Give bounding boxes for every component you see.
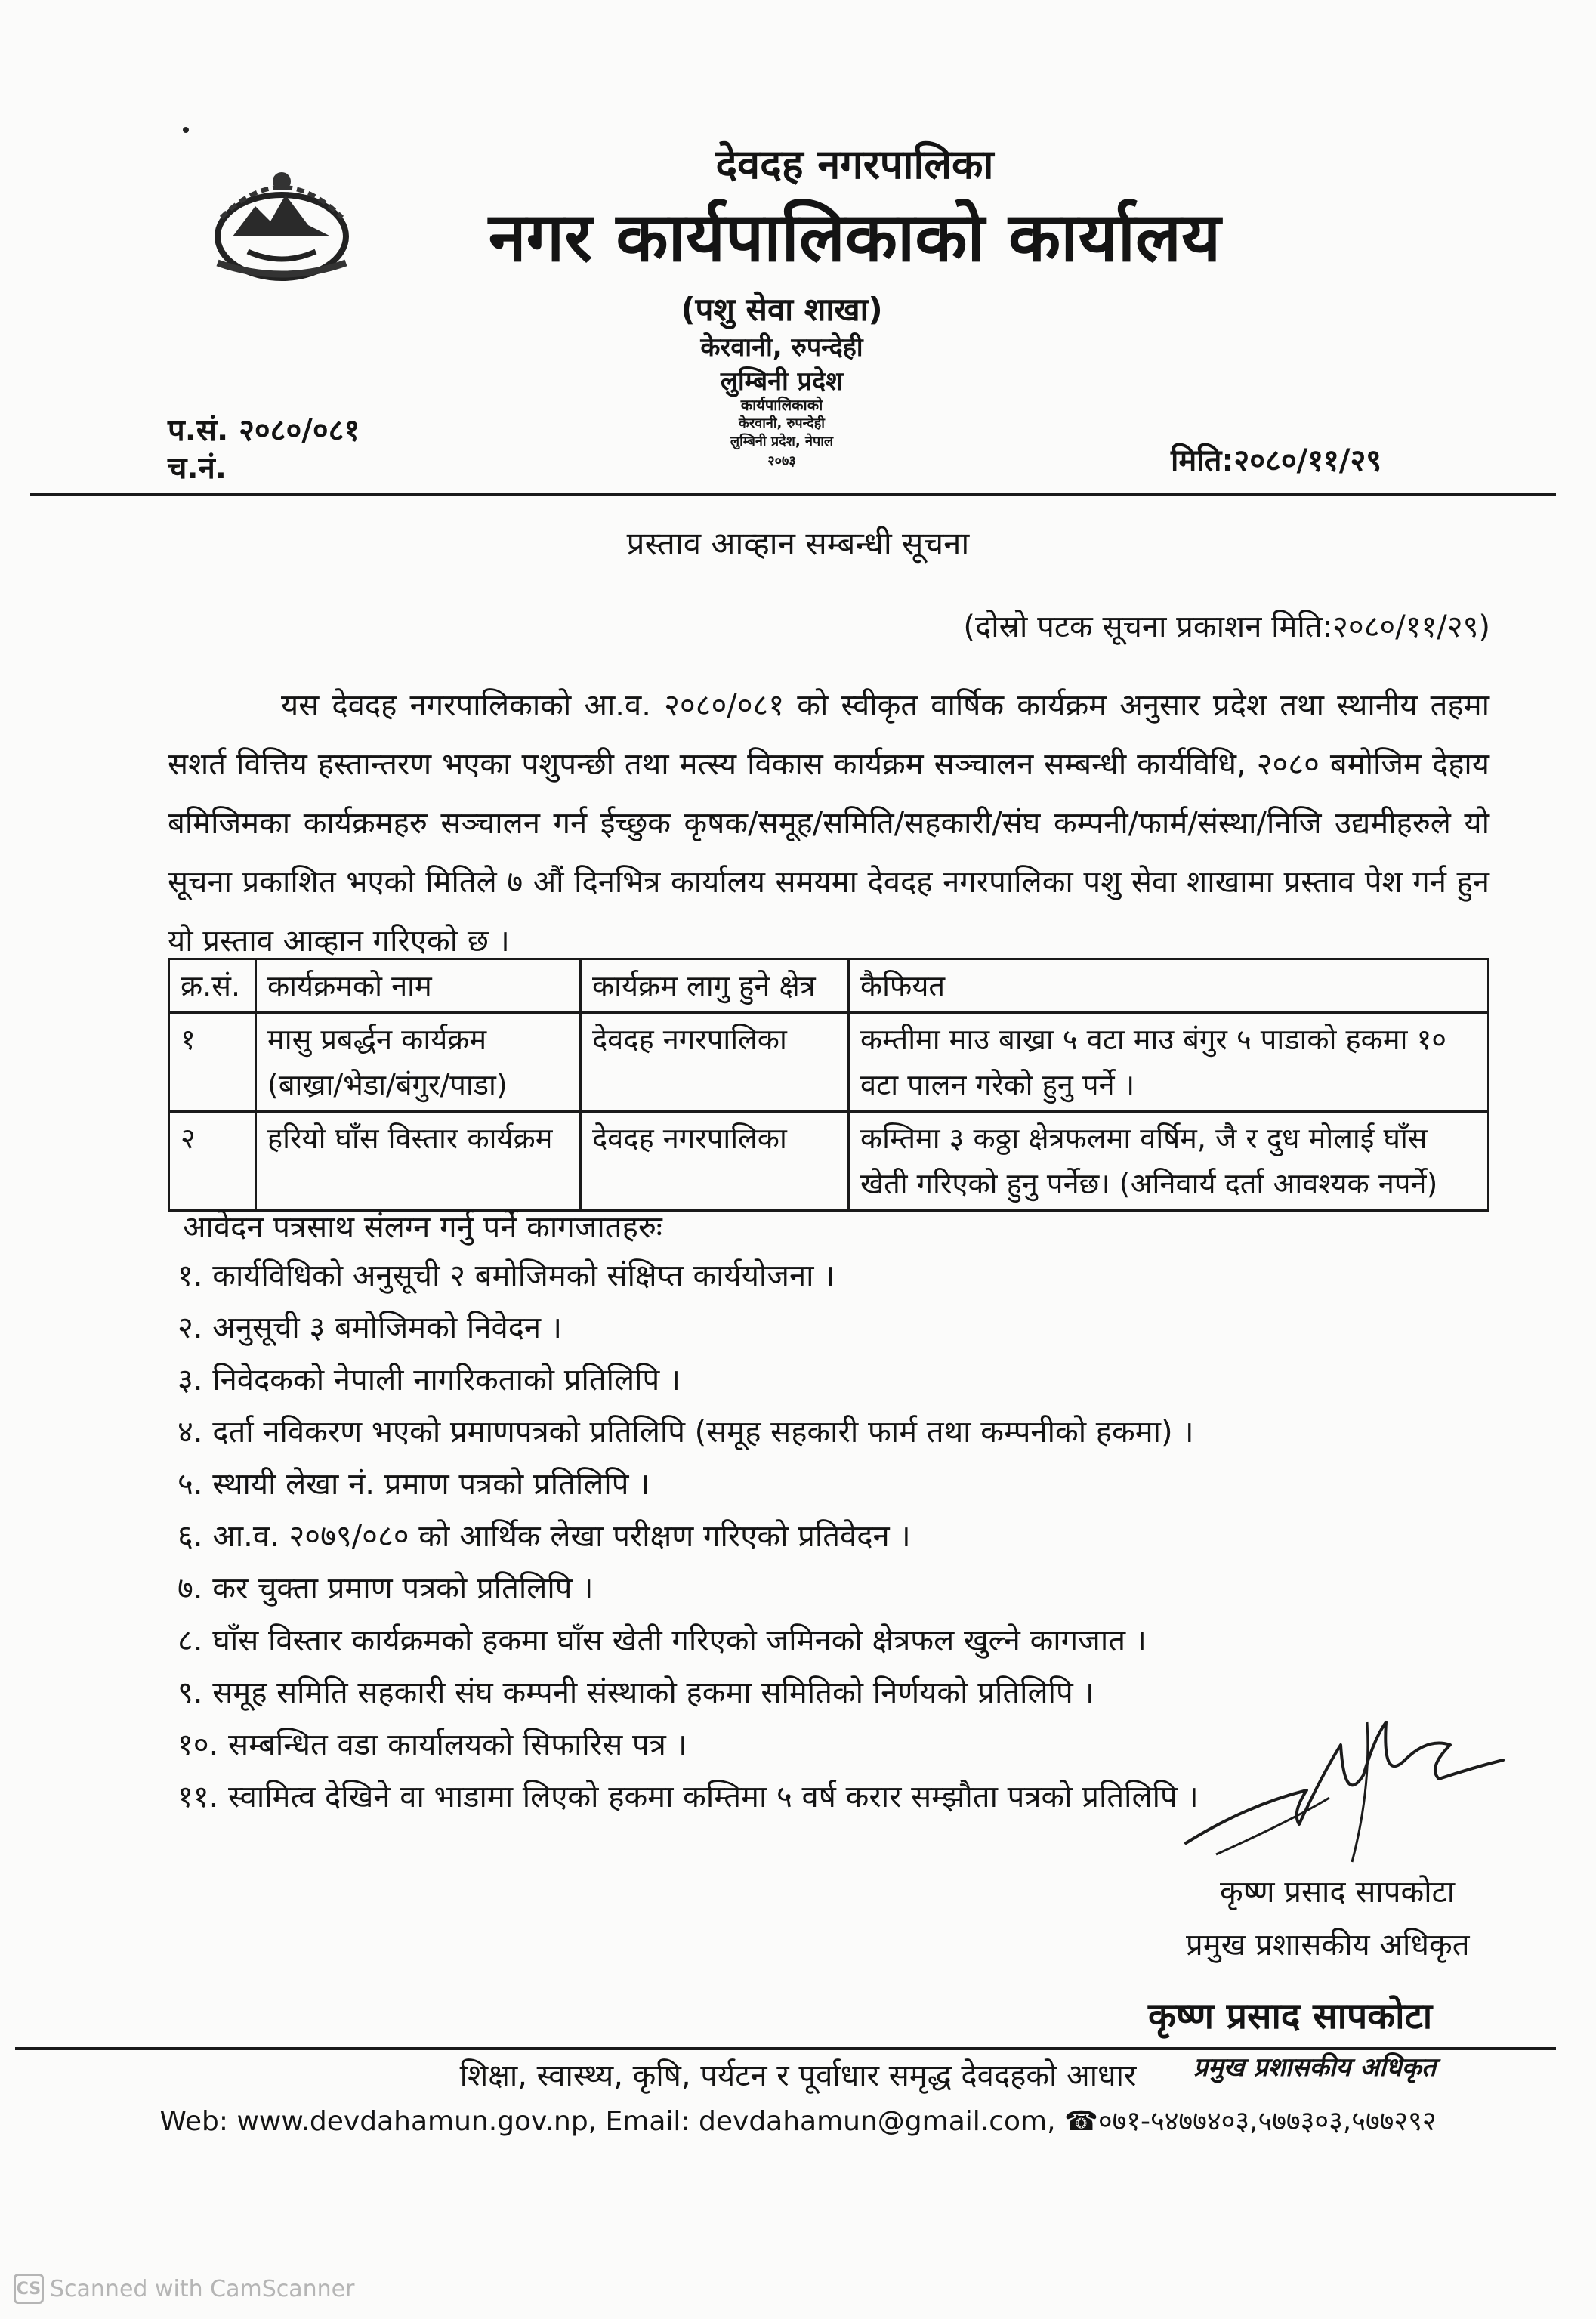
cell-remarks: कम्तीमा माउ बाख्रा ५ वटा माउ बंगुर ५ पाडाको हकमा १० वटा पालन गरेको हुनु पर्ने । [849, 1013, 1489, 1112]
letter-number: प.सं. २०८०/०८१ [168, 413, 360, 448]
cell-program-name: हरियो घाँस विस्तार कार्यक्रम [256, 1112, 581, 1211]
footer-contact: Web: www.devdahamun.gov.np, Email: devdahamun@gmail.com, ☎०७१-५४७७४०३,५७७३०३,५७७२९२ [159, 2106, 1437, 2137]
stamp-line-4: कार्यपालिकाको [740, 396, 823, 414]
notice-body [168, 676, 1489, 971]
cell-area: देवदह नगरपालिका [581, 1013, 849, 1112]
stamp-line-2: केरवानी, रुपन्देही [700, 332, 863, 363]
stamp-line-5: केरवानी, रुपन्देही [739, 415, 825, 431]
signatory-title-stamp: प्रमुख प्रशासकीय अधिकृत [1193, 2052, 1437, 2083]
cell-area: देवदह नगरपालिका [581, 1112, 849, 1211]
municipality-name: देवदह नगरपालिका [715, 140, 994, 188]
signatory-name-stamp: कृष्ण प्रसाद सापकोटा [1148, 1995, 1433, 2037]
list-item: २. अनुसूची ३ बमोजिमको निवेदन । [178, 1311, 563, 1345]
letter-date: मिति:२०८०/११/२९ [1171, 443, 1382, 478]
stray-dot [183, 127, 189, 133]
list-item: १. कार्यविधिको अनुसूची २ बमोजिमको संक्षिप्त कार्ययोजना । [178, 1258, 835, 1293]
cell-sn: २ [169, 1112, 256, 1211]
table-header-row [169, 959, 1489, 1013]
notice-title: प्रस्ताव आव्हान सम्बन्धी सूचना [626, 525, 970, 562]
notice-paragraph: यस देवदह नगरपालिकाको आ.व. २०८०/०८१ को स्वीकृत वार्षिक कार्यक्रम अनुसार प्रदेश तथा स्थानीय तहमा सशर्त वित्तिय हस्तान्तरण भएका पशुपन्छी तथा मत्स्य विकास कार्यक्रम सञ्चालन सम्बन्धी कार्यविधि, २०८० बमोजिम देहाय बमिजिमका कार्यक्रमहरु सञ्चालन गर्न ईच्छुक कृषक/समूह/समिति/सहकारी/संघ कम्पनी/फार्म/संस्था/निजि उद्यमीहरुले यो सूचना प्रकाशित भएको मितिले ७ औं दिनभित्र कार्यालय समयमा देवदह नगरपालिका पशु सेवा शाखामा प्रस्ताव पेश गर्न हुन यो प्रस्ताव आव्हान गरिएको छ । [168, 688, 1489, 959]
dispatch-number: च.नं. [168, 451, 227, 486]
camscanner-watermark [14, 2274, 354, 2304]
list-item: ४. दर्ता नविकरण भएको प्रमाणपत्रको प्रतिलिपि (समूह सहकारी फार्म तथा कम्पनीको हकमा) । [178, 1415, 1194, 1450]
cell-remarks: कम्तिमा ३ कठ्ठा क्षेत्रफलमा वर्षिम, जै र दुध मोलाई घाँस खेती गरिएको हुनु पर्नेछ। (अनिवार्य दर्ता आवश्यक नपर्ने) [849, 1112, 1489, 1211]
watermark-text: Scanned with CamScanner [50, 2275, 355, 2302]
list-item: ७. कर चुक्ता प्रमाण पत्रको प्रतिलिपि । [178, 1571, 594, 1606]
header-area: कार्यक्रम लागु हुने क्षेत्र [581, 959, 849, 1013]
cell-sn: १ [169, 1013, 256, 1112]
stamp-line-7: २०७३ [767, 453, 796, 469]
list-item: १०. सम्बन्धित वडा कार्यालयको सिफारिस पत्र । [178, 1728, 687, 1762]
table-row [169, 1013, 1489, 1112]
stamp-line-6: लुम्बिनी प्रदेश, नेपाल [730, 434, 834, 449]
stamp-line-1: (पशु सेवा शाखा) [681, 291, 883, 328]
program-table [168, 958, 1489, 1212]
list-item: ६. आ.व. २०७९/०८० को आर्थिक लेखा परीक्षण गरिएको प्रतिवेदन । [178, 1519, 911, 1554]
header-divider [30, 493, 1556, 496]
list-item: ३. निवेदकको नेपाली नागरिकताको प्रतिलिपि । [178, 1363, 681, 1397]
republish-date: (दोस्रो पटक सूचना प्रकाशन मिति:२०८०/११/२९) [963, 610, 1490, 644]
header-program-name: कार्यक्रमको नाम [256, 959, 581, 1013]
cell-program-name: मासु प्रबर्द्धन कार्यक्रम (बाख्रा/भेडा/बंगुर/पाडा) [256, 1013, 581, 1112]
list-item: ९. समूह समिति सहकारी संघ कम्पनी संस्थाको हकमा समितिको निर्णयको प्रतिलिपि । [178, 1675, 1094, 1710]
footer-slogan: शिक्षा, स्वास्थ्य, कृषि, पर्यटन र पूर्वाधार समृद्ध देवदहको आधार [459, 2058, 1137, 2093]
list-item: ५. स्थायी लेखा नं. प्रमाण पत्रको प्रतिलिपि । [178, 1467, 650, 1502]
office-stamp [657, 287, 906, 476]
list-item: ११. स्वामित्व देखिने वा भाडामा लिएको हकमा कम्तिमा ५ वर्ष करार सम्झौता पत्रको प्रतिलिपि । [178, 1780, 1199, 1814]
documents-list [178, 1250, 1199, 1823]
header-remarks: कैफियत [849, 959, 1489, 1013]
camscanner-logo-icon: CS [14, 2274, 44, 2304]
office-name: नगर कार्यपालिकाको कार्यालय [488, 198, 1221, 277]
signatory-name: कृष्ण प्रसाद सापकोटा [1220, 1875, 1456, 1910]
signatory-title: प्रमुख प्रशासकीय अधिकृत [1186, 1928, 1470, 1962]
signature-icon [1178, 1692, 1511, 1866]
list-item: ८. घाँस विस्तार कार्यक्रमको हकमा घाँस खेती गरिएको जमिनको क्षेत्रफल खुल्ने कागजात । [178, 1623, 1147, 1658]
documents-heading: आवेदन पत्रसाथ संलग्न गर्नु पर्ने कागजातहरुः [183, 1210, 662, 1245]
stamp-line-3: लुम्बिनी प्रदेश [720, 366, 844, 397]
header-sn: क्र.सं. [169, 959, 256, 1013]
table-row [169, 1112, 1489, 1211]
